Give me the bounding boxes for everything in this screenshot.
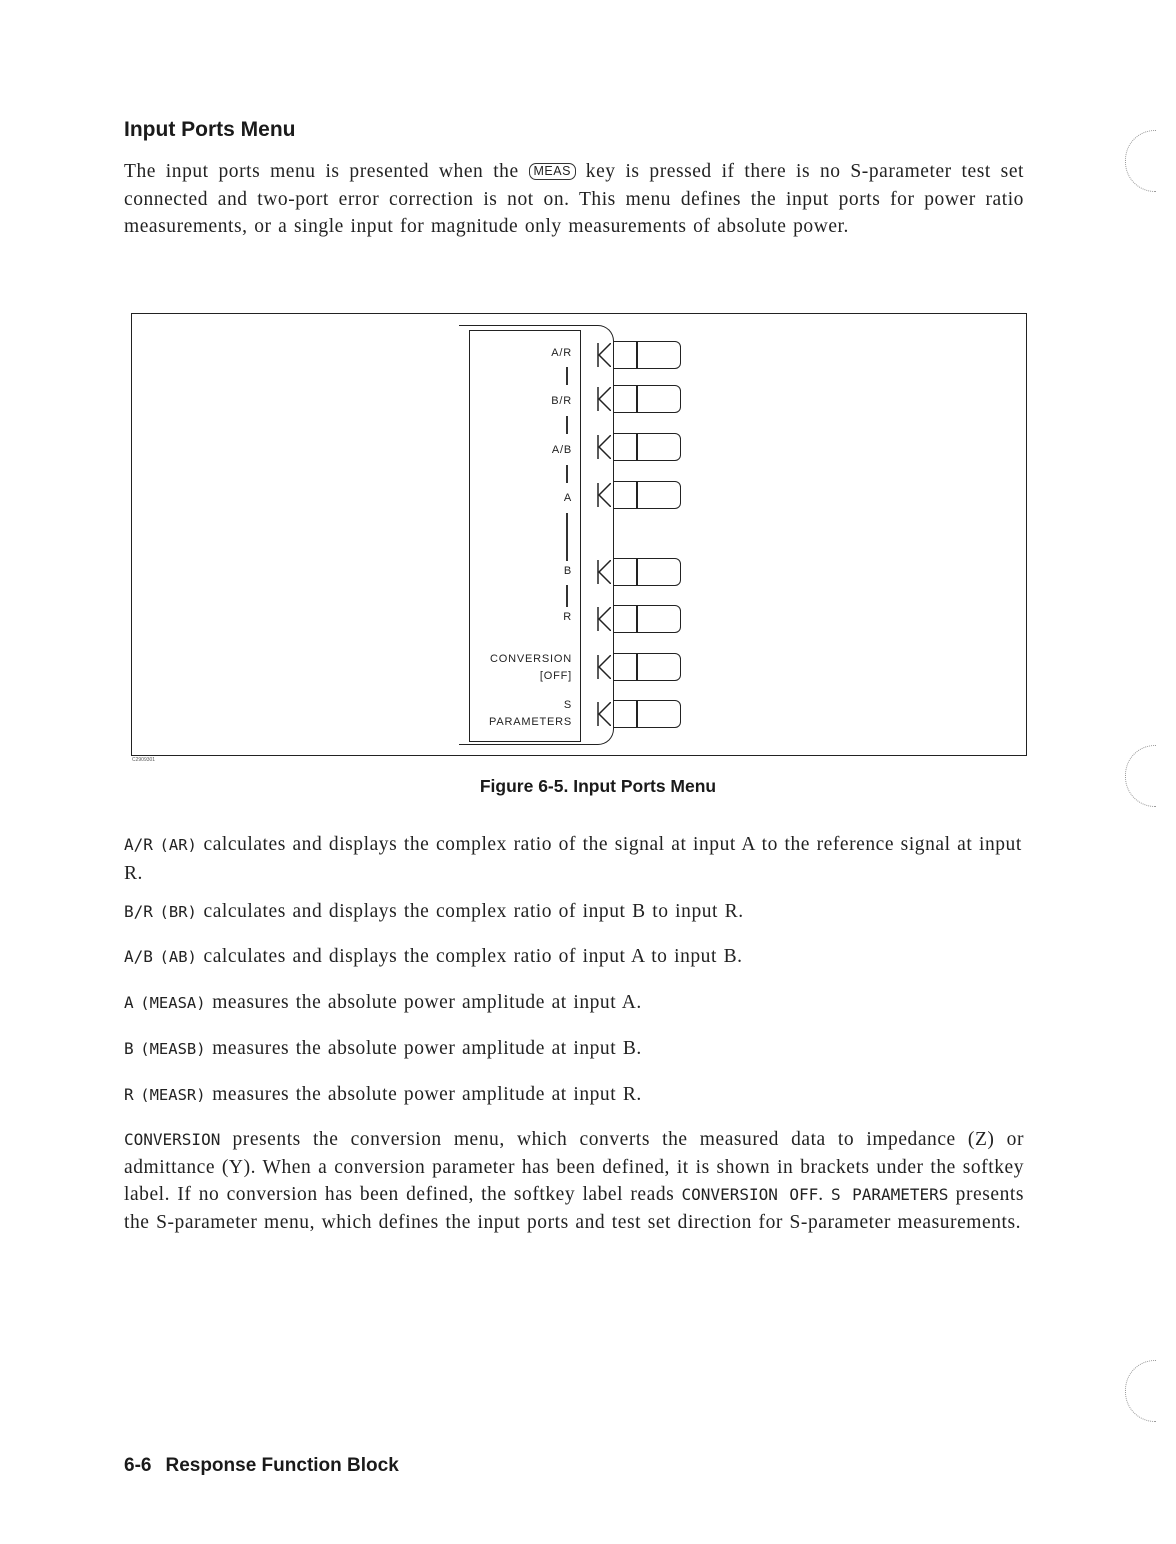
mnemonic: (MEASB) [140,1040,206,1058]
binder-hole-mark [1125,130,1156,192]
softkey-pointer-icon [597,702,611,726]
intro-text-end: key is pressed if there is no S-parameter test set connected and two-port error correction is not on. This menu defines the input ports for power ratio measurements, or a single input for magnitude only measurements of absolute power. [124,161,1024,237]
softkey-name: S PARAMETERS [830,1185,949,1204]
description-a-r [124,831,1024,887]
description-text: measures the absolute power amplitude at input R. [205,1084,642,1105]
description-a-b [124,943,1024,972]
softkey-6 [597,605,685,633]
description-text: . [818,1184,831,1205]
softkey-pointer-icon [597,607,611,631]
chapter-title: Response Function Block [165,1455,399,1476]
description-text: measures the absolute power amplitude at input B. [205,1038,642,1059]
softkey-name: B [124,1039,134,1058]
description-b-r [124,898,1024,927]
description-text: measures the absolute power amplitude at input A. [205,992,642,1013]
menu-label-b-r: B/R [551,395,572,407]
softkey-name: CONVERSION OFF [681,1185,819,1204]
intro-paragraph [124,158,1024,241]
softkey-8 [597,700,685,728]
softkey-pointer-icon [597,387,611,411]
description-a [124,989,1024,1018]
menu-connector-line [566,513,568,561]
mnemonic: (BR) [159,903,197,921]
meas-key-icon: MEAS [529,163,576,180]
softkey-name: A/B [124,947,153,966]
menu-label-a-r: A/R [551,347,572,359]
description-text: calculates and displays the complex ratio of input A to input B. [196,946,743,967]
softkey-name: A [124,993,134,1012]
description-r [124,1081,1024,1110]
description-text: calculates and displays the complex ratio of input B to input R. [196,901,744,922]
mnemonic: (AB) [159,948,197,966]
menu-connector-line [566,416,568,434]
description-text: calculates and displays the complex ratio of the signal at input A to the reference signal at input R. [124,834,1022,884]
menu-label-b: B [563,565,572,577]
softkey-pointer-icon [597,343,611,367]
menu-connector-line [566,585,568,607]
softkey-name: R [124,1085,134,1104]
softkey-name: CONVERSION [124,1130,221,1149]
menu-connector-line [566,367,568,385]
softkey-pointer-icon [597,483,611,507]
menu-label-conversion: CONVERSION [490,653,572,665]
softkey-7 [597,653,685,681]
mnemonic: (AR) [159,836,197,854]
menu-label-conversion-off: [OFF] [539,670,572,682]
intro-text-start: The input ports menu is presented when the [124,161,529,182]
page-number: 6-6 [124,1455,152,1476]
description-text: presents the S-parameter menu, which defines the input ports and test set direction for S-parameter measurements. [124,1184,1024,1233]
softkey-5 [597,558,685,586]
menu-label-s: S [563,699,572,711]
description-conversion [124,1126,1024,1236]
description-text: presents the conversion menu, which converts the measured data to impedance (Z) or admittance (Y). When a conversion parameter has been defined, it is shown in brackets under the softkey label. If no conversion has been defined, the softkey label reads [124,1129,1024,1205]
mnemonic: (MEASA) [140,994,206,1012]
menu-connector-line [566,465,568,483]
softkey-2 [597,385,685,413]
figure-caption: Figure 6-5. Input Ports Menu [479,776,717,796]
mnemonic: (MEASR) [140,1086,206,1104]
softkey-1 [597,341,685,369]
binder-hole-mark [1125,745,1156,807]
softkey-pointer-icon [597,435,611,459]
figure-id-tag: C2909301 [132,757,156,763]
softkey-3 [597,433,685,461]
page-footer [124,1455,399,1477]
description-b [124,1035,1024,1064]
softkey-name: A/R [124,835,153,854]
softkey-4 [597,481,685,509]
binder-hole-mark [1125,1360,1156,1422]
softkey-name: B/R [124,902,153,921]
menu-label-a-b: A/B [551,444,572,456]
section-title: Input Ports Menu [124,118,296,141]
menu-label-parameters: PARAMETERS [489,716,572,728]
menu-label-a: A [563,492,572,504]
menu-label-r: R [563,611,572,623]
softkey-menu-display [469,330,581,742]
softkey-pointer-icon [597,560,611,584]
softkey-pointer-icon [597,655,611,679]
